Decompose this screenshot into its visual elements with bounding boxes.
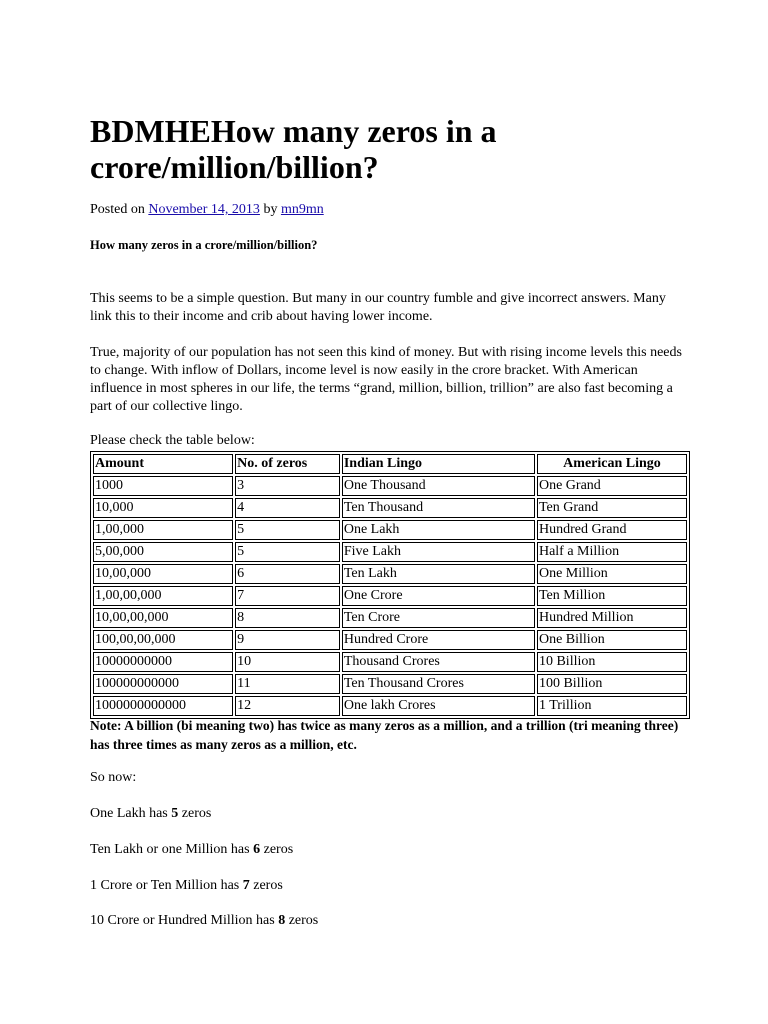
cell-zeros: 3 (235, 476, 340, 496)
article-subheading: How many zeros in a crore/million/billion? (90, 238, 318, 252)
page-title: BDMHEHow many zeros in a crore/million/billion? (90, 113, 497, 185)
table-row (93, 476, 687, 496)
summary-suffix: zeros (249, 878, 283, 893)
summary-line (90, 877, 283, 895)
cell-amount: 10,00,000 (93, 564, 233, 584)
cell-american-lingo: Ten Grand (537, 498, 687, 518)
table-row (93, 652, 687, 672)
cell-amount: 10000000000 (93, 652, 233, 672)
cell-american-lingo: 10 Billion (537, 652, 687, 672)
summary-text: 1 Crore or Ten Million has (90, 878, 243, 893)
author-link[interactable]: mn9mn (280, 202, 324, 217)
summary-text: One Lakh has (90, 806, 172, 821)
cell-indian-lingo: Ten Thousand (342, 498, 535, 518)
table-row (93, 696, 687, 716)
table-row (93, 542, 687, 562)
note-text: Note: A billion (bi meaning two) has twice as many zeros as a million, and a trillion (tri meaning three) has three times as many zeros as a million, etc. (90, 718, 679, 752)
summary-line (90, 805, 211, 823)
by-label: by (263, 202, 278, 217)
summary-line (90, 841, 293, 859)
cell-american-lingo: Ten Million (537, 586, 687, 606)
header-indian-lingo: Indian Lingo (342, 454, 535, 474)
cell-zeros: 5 (235, 520, 340, 540)
cell-amount: 1000 (93, 476, 233, 496)
table-row (93, 586, 687, 606)
cell-zeros: 4 (235, 498, 340, 518)
summary-line (90, 912, 318, 930)
cell-american-lingo: One Billion (537, 630, 687, 650)
intro-paragraph: This seems to be a simple question. But many in our country fumble and give incorrect answers. Many link this to their income and crib about having lower income. (90, 291, 666, 324)
cell-indian-lingo: Ten Thousand Crores (342, 674, 535, 694)
cell-amount: 100,00,00,000 (93, 630, 233, 650)
header-american-lingo: American Lingo (537, 454, 687, 474)
table-row (93, 608, 687, 628)
posted-on-label: Posted on (90, 202, 145, 217)
cell-amount: 100000000000 (93, 674, 233, 694)
cell-american-lingo: One Grand (537, 476, 687, 496)
cell-zeros: 5 (235, 542, 340, 562)
summary-suffix: zeros (178, 806, 212, 821)
summary-count: 6 (253, 842, 261, 857)
cell-amount: 10,00,00,000 (93, 608, 233, 628)
header-zeros: No. of zeros (235, 454, 340, 474)
table-intro-paragraph: Please check the table below: (90, 433, 255, 448)
cell-american-lingo: Hundred Grand (537, 520, 687, 540)
cell-american-lingo: One Million (537, 564, 687, 584)
cell-indian-lingo: Ten Crore (342, 608, 535, 628)
cell-amount: 10,000 (93, 498, 233, 518)
cell-indian-lingo: Hundred Crore (342, 630, 535, 650)
cell-zeros: 11 (235, 674, 340, 694)
cell-zeros: 6 (235, 564, 340, 584)
table-row (93, 564, 687, 584)
header-amount: Amount (93, 454, 233, 474)
cell-indian-lingo: One Lakh (342, 520, 535, 540)
cell-american-lingo: Hundred Million (537, 608, 687, 628)
cell-american-lingo: Half a Million (537, 542, 687, 562)
post-meta (90, 201, 324, 219)
cell-amount: 5,00,000 (93, 542, 233, 562)
summary-count: 5 (171, 806, 179, 821)
cell-american-lingo: 100 Billion (537, 674, 687, 694)
cell-zeros: 7 (235, 586, 340, 606)
table-row (93, 520, 687, 540)
post-date-link[interactable]: November 14, 2013 (148, 202, 260, 217)
summary-count: 8 (278, 913, 286, 928)
cell-amount: 1,00,00,000 (93, 586, 233, 606)
cell-zeros: 10 (235, 652, 340, 672)
cell-zeros: 9 (235, 630, 340, 650)
summary-text: 10 Crore or Hundred Million has (90, 913, 279, 928)
cell-amount: 1000000000000 (93, 696, 233, 716)
cell-indian-lingo: One lakh Crores (342, 696, 535, 716)
table-body (93, 476, 687, 716)
table-row (93, 630, 687, 650)
cell-indian-lingo: Five Lakh (342, 542, 535, 562)
cell-indian-lingo: Ten Lakh (342, 564, 535, 584)
cell-indian-lingo: One Thousand (342, 476, 535, 496)
cell-zeros: 12 (235, 696, 340, 716)
cell-indian-lingo: Thousand Crores (342, 652, 535, 672)
body-paragraph: True, majority of our population has not seen this kind of money. But with rising income levels this needs to change. With inflow of Dollars, income level is now easily in the crore bracket. With American influence in most spheres in our life, the terms “grand, million, billion, trillion” are also fast becoming a part of our collective lingo. (90, 345, 682, 414)
cell-amount: 1,00,000 (93, 520, 233, 540)
cell-zeros: 8 (235, 608, 340, 628)
summary-suffix: zeros (260, 842, 294, 857)
cell-indian-lingo: One Crore (342, 586, 535, 606)
so-now-text: So now: (90, 770, 137, 785)
cell-american-lingo: 1 Trillion (537, 696, 687, 716)
summary-suffix: zeros (285, 913, 319, 928)
summary-text: Ten Lakh or one Million has (90, 842, 254, 857)
table-row (93, 498, 687, 518)
zeros-table (90, 451, 690, 719)
summary-count: 7 (242, 878, 250, 893)
table-row (93, 674, 687, 694)
table-header-row (93, 454, 687, 474)
